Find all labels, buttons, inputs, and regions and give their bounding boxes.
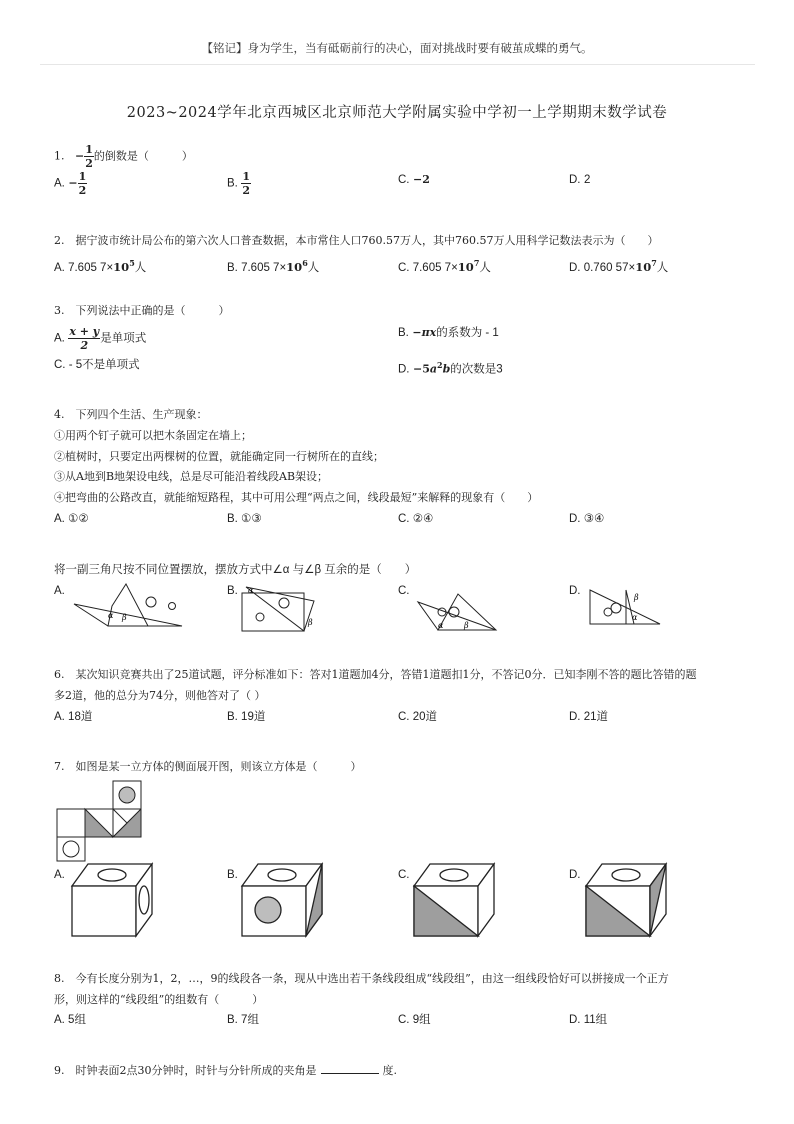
motto: 【铭记】身为学生，当有砥砺前行的决心，面对挑战时要有破茧成蝶的勇气。 xyxy=(201,41,593,55)
q7-cube-b xyxy=(240,862,324,938)
q8-option-c[interactable]: C. 9组 xyxy=(398,1014,431,1026)
question-4-stem: 4. 下列四个生活、生产现象： xyxy=(54,408,208,421)
q7-cube-d xyxy=(584,862,668,938)
q5-figure-a xyxy=(66,582,184,632)
question-3-stem: 3. 下列说法中正确的是（ ） xyxy=(54,304,230,317)
q5-option-a[interactable]: A. xyxy=(54,585,65,597)
q2-option-b[interactable]: B. 7.605 $7\times 10^6$人 xyxy=(227,258,320,274)
q7-cube-a xyxy=(70,862,154,938)
q7-option-c[interactable]: C. xyxy=(398,869,410,881)
q9-answer-blank[interactable] xyxy=(321,1063,379,1074)
q3-option-b[interactable]: B. −πx的系数为 - 1 xyxy=(398,326,499,339)
q1-option-d[interactable]: D. 2 xyxy=(569,174,591,186)
q6-option-c[interactable]: C. 20道 xyxy=(398,711,437,723)
q5-figure-b xyxy=(240,583,320,635)
question-2-stem: 2. 据宁波市统计局公布的第六次人口普查数据，本市常住人口760.57万人，其中760.57万人用科学记数法表示为（ ） xyxy=(54,234,659,247)
q4-item-1: ①用两个钉子就可以把木条固定在墙上； xyxy=(54,429,252,442)
q3-option-d[interactable]: D. $-5a^2b$的次数是3 xyxy=(398,360,503,376)
question-5-stem: 将一副三角尺按不同位置摆放，摆放方式中∠α 与∠β 互余的是（ ） xyxy=(54,564,417,576)
q2-option-a[interactable]: A. 7.605 $7\times 10^5$人 xyxy=(54,258,147,274)
q4-option-c[interactable]: C. ②④ xyxy=(398,513,434,525)
q8-option-a[interactable]: A. 5组 xyxy=(54,1014,86,1026)
q5-option-c[interactable]: C. xyxy=(398,585,410,597)
q5d-beta-label: β xyxy=(634,593,639,602)
q1-option-a[interactable]: A. − $\frac{1}{2}$ xyxy=(54,170,87,197)
q2-option-d[interactable]: D. 0.760 $57\times 10^7$人 xyxy=(569,258,669,274)
exam-title: 2023~2024学年北京西城区北京师范大学附属实验中学初一上学期期末数学试卷 xyxy=(126,105,668,121)
q4-option-a[interactable]: A. ①② xyxy=(54,513,89,525)
q4-item-3: ③从A地到B地架设电线，总是尽可能沿着线段AB架设； xyxy=(54,470,329,483)
question-8-line-2: 形，则这样的“线段组”的组数有（ ） xyxy=(54,993,264,1006)
q1-option-b[interactable]: B. $\frac{1}{2}$ xyxy=(227,170,251,197)
q6-option-d[interactable]: D. 21道 xyxy=(569,711,608,723)
header-divider xyxy=(40,64,755,65)
q2-option-c[interactable]: C. 7.605 $7\times 10^7$人 xyxy=(398,258,491,274)
question-6-line-1: 6. 某次知识竞赛共出了25道试题，评分标准如下：答对1道题加4分，答错1道题扣1分，不答记0分．已知李刚不答的题比答错的题 xyxy=(54,668,697,681)
q3-option-c[interactable]: C. - 5不是单项式 xyxy=(54,359,140,371)
q1-fraction: $\frac{1}{2}$ xyxy=(85,143,93,170)
q5a-beta-label: β xyxy=(122,613,127,622)
q7-option-d[interactable]: D. xyxy=(569,869,581,881)
q7-option-b[interactable]: B. xyxy=(227,869,238,881)
q5b-alpha-label: α xyxy=(248,586,254,595)
q5-option-b[interactable]: B. xyxy=(227,585,238,597)
question-8-line-1: 8. 今有长度分别为1，2，…，9的线段各一条，现从中选出若干条线段组成“线段组”，由这一组线段恰好可以拼接成一个正方 xyxy=(54,972,669,985)
q6-option-a[interactable]: A. 18道 xyxy=(54,711,93,723)
question-7-stem: 7. 如图是某一立方体的侧面展开图，则该立方体是（ ） xyxy=(54,760,362,773)
q5c-beta-label: β xyxy=(464,621,469,630)
q5-option-d[interactable]: D. xyxy=(569,585,581,597)
q7-cube-c xyxy=(412,862,496,938)
q5b-beta-label: β xyxy=(308,618,313,627)
q5-figure-d xyxy=(586,584,662,628)
q5c-alpha-label: α xyxy=(438,621,444,630)
q6-option-b[interactable]: B. 19道 xyxy=(227,711,266,723)
q7-cube-net xyxy=(55,779,145,863)
q4-item-4: ④把弯曲的公路改直，就能缩短路程，其中可用公理“两点之间，线段最短”来解释的现象有（ ） xyxy=(54,491,539,504)
q5a-alpha-label: α xyxy=(108,611,114,620)
q4-item-2: ②植树时，只要定出两棵树的位置，就能确定同一行树所在的直线； xyxy=(54,450,384,463)
q8-option-d[interactable]: D. 11组 xyxy=(569,1014,608,1026)
question-6-line-2: 多2道，他的总分为74分，则他答对了（ ） xyxy=(54,689,266,702)
q8-option-b[interactable]: B. 7组 xyxy=(227,1014,259,1026)
q4-option-d[interactable]: D. ③④ xyxy=(569,513,605,525)
q7-option-a[interactable]: A. xyxy=(54,869,65,881)
q3-option-a[interactable]: A. $\frac{x + y}{2}$ 是单项式 xyxy=(54,325,147,352)
question-1-stem: 1. − $\frac{1}{2}$ 的倒数是（ ） xyxy=(54,143,193,170)
question-9-stem: 9. 时钟表面2点30分钟时，时针与分针所成的夹角是 度. xyxy=(54,1064,397,1077)
q5d-alpha-label: α xyxy=(632,613,638,622)
q4-option-b[interactable]: B. ①③ xyxy=(227,513,262,525)
q1-option-c[interactable]: C. −2 xyxy=(398,173,430,186)
q5-figure-c xyxy=(412,590,498,634)
